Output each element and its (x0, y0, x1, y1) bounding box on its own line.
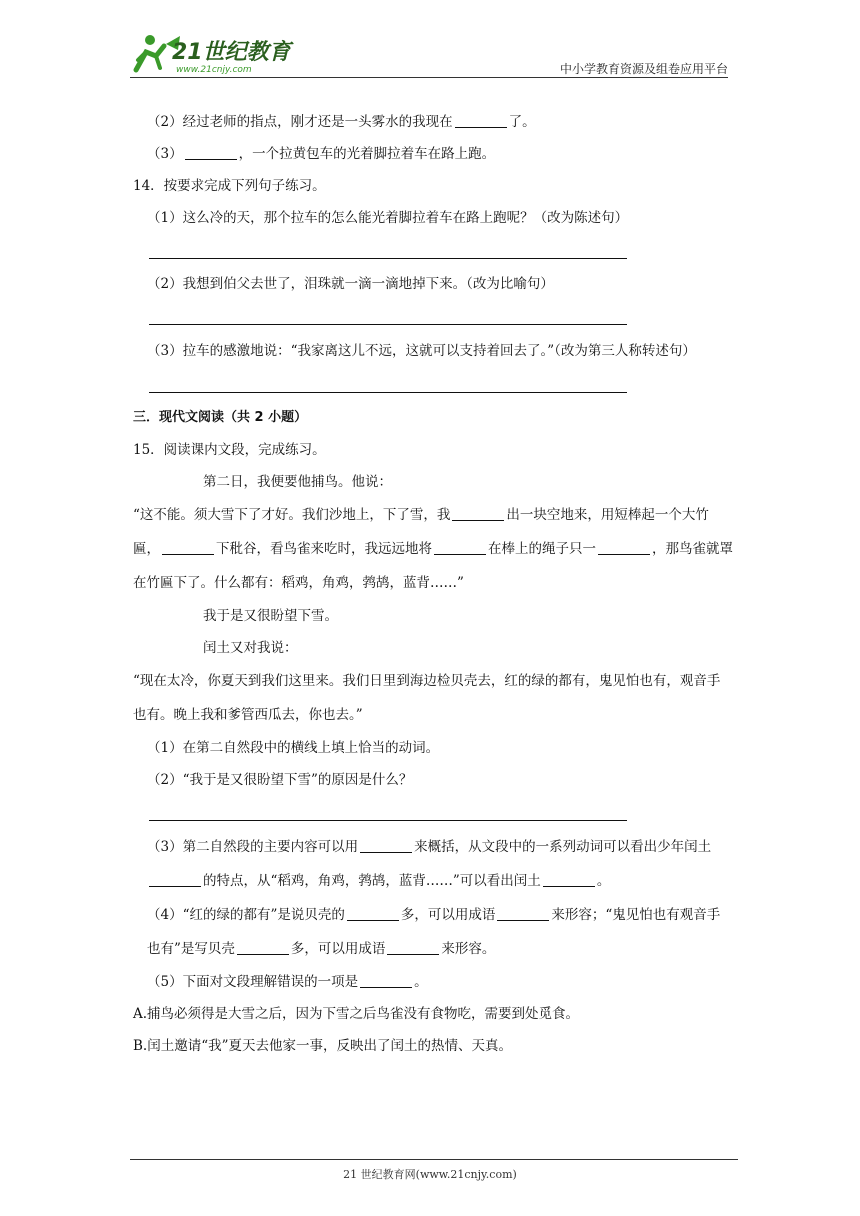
q14-item-1: （1）这么冷的天，那个拉车的怎么能光着脚拉着车在路上跑呢？（改为陈述句） (147, 210, 629, 226)
answer-line[interactable] (133, 368, 733, 402)
option-a[interactable]: A.捕鸟必须得是大雪之后，因为下雪之后鸟雀没有食物吃，需要到处觅食。 (133, 1006, 580, 1022)
fill-blank[interactable] (149, 872, 201, 887)
passage-para-4: 闰土又对我说： (203, 640, 298, 656)
fill-blank[interactable] (497, 906, 549, 921)
passage-para-5: “现在太冷，你夏天到我们这里来。我们日里到海边检贝壳去，红的绿的都有，鬼见怕也有，观音手也有。晚上我和爹管西瓜去，你也去。” (133, 673, 721, 723)
passage-para-2: “这不能。须大雪下了才好。我们沙地上，下了雪，我 出一块空地来，用短棒起一个大竹匾， 下秕谷，看鸟雀来吃时，我远远地将 在棒上的绳子只一 ，那鸟雀就罩在竹匾下了。什么都有：稻鸡，角鸡，鹁鸪，蓝背……” (133, 507, 733, 591)
header-divider (130, 77, 728, 78)
fill-blank[interactable] (452, 506, 504, 521)
fill-blank[interactable] (360, 973, 412, 988)
q15-item-2: （2）“我于是又很盼望下雪”的原因是什么？ (147, 772, 413, 788)
q15-item-3: （3）第二自然段的主要内容可以用 来概括，从文段中的一系列动词可以看出少年闰土的特点，从“稻鸡，角鸡，鹁鸪，蓝背……”可以看出闰土 。 (147, 839, 712, 889)
page-content (133, 106, 733, 1062)
q13-item-3: （3） ，一个拉黄包车的光着脚拉着车在路上跑。 (147, 146, 496, 162)
fill-blank[interactable] (347, 906, 399, 921)
page-header (130, 30, 728, 78)
q15-item-1: （1）在第二自然段中的横线上填上恰当的动词。 (147, 740, 440, 756)
passage-para-3: 我于是又很盼望下雪。 (203, 608, 338, 624)
option-b[interactable]: B.闰土邀请“我”夏天去他家一事，反映出了闰土的热情、天真。 (133, 1038, 513, 1054)
answer-line[interactable] (133, 796, 733, 830)
svg-text:21世纪教育: 21世纪教育 (172, 40, 291, 65)
fill-blank[interactable] (185, 145, 237, 160)
fill-blank[interactable] (434, 540, 486, 555)
q15-title: 15．阅读课内文段，完成练习。 (133, 442, 326, 458)
q14-item-3: （3）拉车的感激地说：“我家离这儿不远，这就可以支持着回去了。”（改为第三人称转述句） (147, 343, 696, 359)
fill-blank[interactable] (360, 838, 412, 853)
q13-item-2: （2）经过老师的指点，刚才还是一头雾水的我现在 了。 (147, 114, 536, 130)
q15-item-4: （4）“红的绿的都有”是说贝壳的 多，可以用成语 来形容；“鬼见怕也有观音手也有”是写贝壳 多，可以用成语 来形容。 (147, 907, 721, 957)
answer-line[interactable] (133, 300, 733, 334)
footer-divider (130, 1159, 738, 1160)
fill-blank[interactable] (543, 872, 595, 887)
header-platform-name: 中小学教育资源及组卷应用平台 (559, 62, 728, 76)
fill-blank[interactable] (162, 540, 214, 555)
svg-text:www.21cnjy.com: www.21cnjy.com (176, 65, 252, 75)
answer-line[interactable] (133, 234, 733, 268)
q14-item-2: （2）我想到伯父去世了，泪珠就一滴一滴地掉下来。（改为比喻句） (147, 276, 554, 292)
fill-blank[interactable] (455, 113, 507, 128)
fill-blank[interactable] (387, 940, 439, 955)
passage-para-1: 第二日，我便要他捕鸟。他说： (203, 474, 392, 490)
q14-title: 14．按要求完成下列句子练习。 (133, 178, 326, 194)
footer-source: 21 世纪教育网(www.21cnjy.com) (343, 1168, 517, 1181)
logo-21cnjy (122, 30, 297, 78)
fill-blank[interactable] (237, 940, 289, 955)
fill-blank[interactable] (598, 540, 650, 555)
q15-item-5: （5）下面对文段理解错误的一项是 。 (147, 974, 428, 990)
section-heading: 三．现代文阅读（共 2 小题） (133, 410, 308, 425)
